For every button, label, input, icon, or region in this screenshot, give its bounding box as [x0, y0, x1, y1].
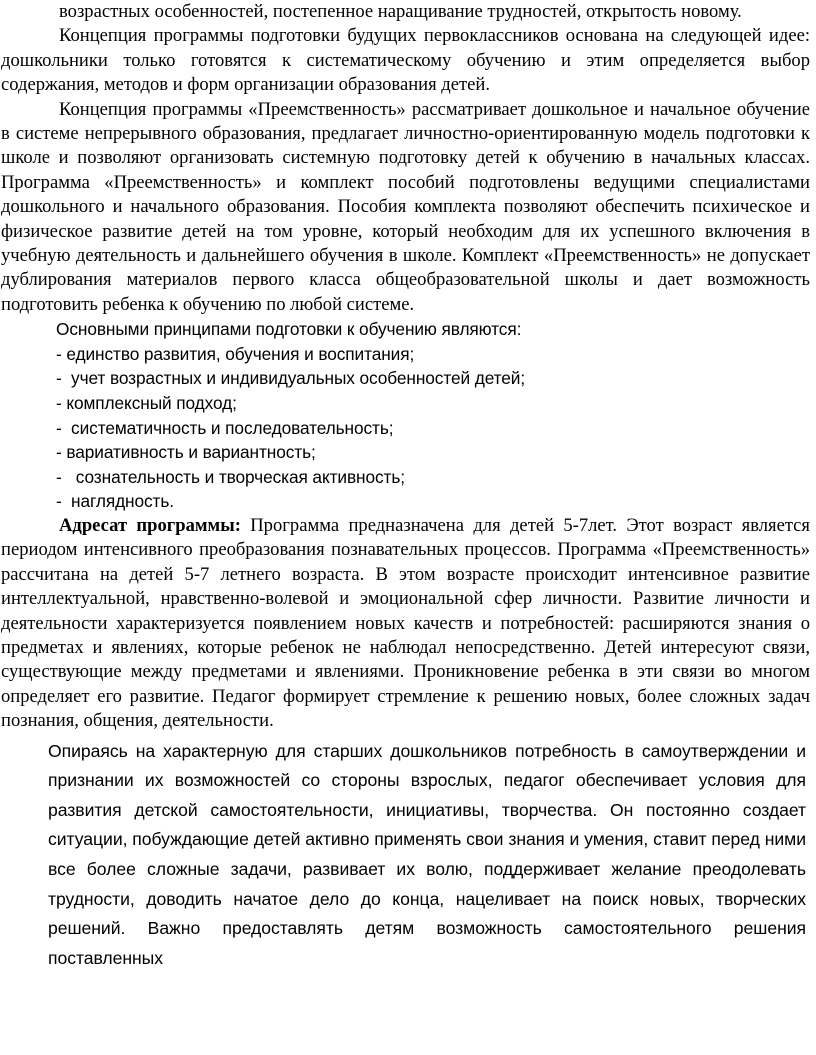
principles-intro: Основными принципами подготовки к обучению являются: — [56, 319, 522, 340]
paragraph-concept-continuity: Концепция программы «Преемственность» рассматривает дошкольное и начальное обучение в системе непрерывного образования, предлагает личностно-ориентированную модель подготовки к школе и позволяют организовать системную подготовку детей к обучению в начальных классах. Программа «Преемственность» и комплект пособий подготовлены ведущими специалистами дошкольного и начального образования. Пособия комплекта позволяют обеспечить психическое и физическое развитие детей на том уровне, который необходим для их успешного включения в учебную деятельность и дальнейшего обучения в школе. Комплект «Преемственность» не допускает дублирования материалов первого класса общеобразовательной школы и дает возможность подготовить ребенка к обучению по любой системе. — [1, 98, 810, 315]
list-item: - комплексный подход; — [56, 393, 237, 414]
list-item: - наглядность. — [56, 491, 174, 512]
paragraph-continuation: возрастных особенностей, постепенное наращивание трудностей, открытость новому. — [59, 1, 742, 22]
paragraph-addressee — [1, 514, 810, 734]
addressee-text: Программа предназначена для детей 5-7лет. Этот возраст является периодом интенсивного преобразования познавательных процессов. Программа «Преемственность» рассчитана на детей 5-7 летнего возраста. В этом возрасте происходит интенсивное развитие интеллектуальной, нравственно-волевой и эмоциональной сфер личности. Развитие личности и деятельности характеризуется появлением новых качеств и потребностей: расширяются знания о предметах и явлениях, которые ребенок не наблюдал непосредственно. Детей интересуют связи, существующие между предметами и явлениями. Проникновение ребенка в эти связи во многом определяет его развитие. Педагог формирует стремление к решению новых, более сложных задач познания, общения, деятельности. — [1, 515, 810, 732]
list-item: - систематичность и последовательность; — [56, 417, 394, 438]
principles-list — [1, 342, 810, 514]
addressee-label: Адресат программы: — [59, 515, 241, 537]
paragraph-concept-idea: Концепция программы подготовки будущих первоклассников основана на следующей идее: дошкольники только готовятся к систематическому обучению и этим определяется выбор содержания, методов и форм организации образования детей. — [1, 25, 810, 96]
list-item: - учет возрастных и индивидуальных особенностей детей; — [56, 368, 526, 389]
list-item: - сознательность и творческая активность; — [56, 466, 405, 487]
list-item: - вариативность и вариантность; — [56, 442, 316, 463]
list-item: - единство развития, обучения и воспитания; — [56, 343, 415, 364]
paragraph-teacher-role: Опираясь на характерную для старших дошкольников потребность в самоутверждении и признании их возможностей со стороны взрослых, педагог обеспечивает условия для развития детской самостоятельности, инициативы, творчества. Он постоянно создает ситуации, побуждающие детей активно применять свои знания и умения, ставит перед ними все более сложные задачи, развивает их волю, поддерживает желание преодолевать трудности, доводить начатое дело до конца, нацеливает на поиск новых, творческих решений. Важно предоставлять детям возможность самостоятельного решения поставленных — [48, 740, 806, 968]
